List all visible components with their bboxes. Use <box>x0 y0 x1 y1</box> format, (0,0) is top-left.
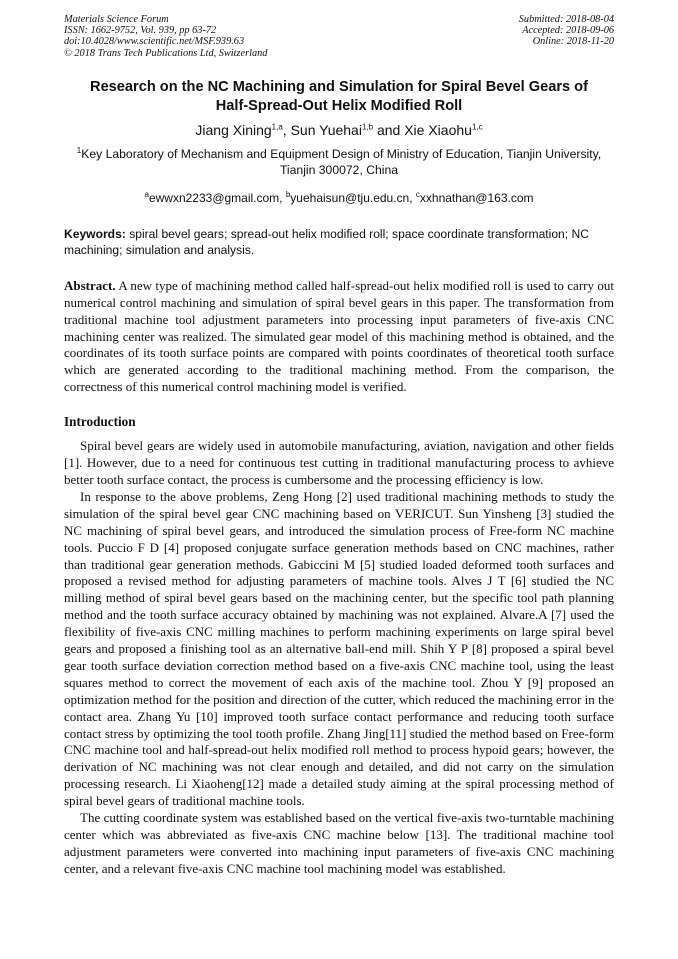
title-line-2: Half-Spread-Out Helix Modified Roll <box>215 97 463 114</box>
author-2: Sun Yuehai <box>290 121 362 138</box>
affiliation <box>64 146 614 178</box>
journal-name: Materials Science Forum <box>64 14 169 25</box>
copyright: © 2018 Trans Tech Publications Ltd, Switzerland <box>64 47 268 59</box>
intro-paragraph-2: In response to the above problems, Zeng Hong [2] used traditional machining methods to study the simulation of the spiral bevel gear CNC machining based on VERICUT. Sun Yinsheng [3] studied the NC machining of spiral bevel gears, and introduced the simulation process of Free-form NC machine tools. Puccio F D [4] proposed conjugate surface generation methods based on CNC machines, rather than traditional gear generation methods. Gabiccini M [5] studied loaded deformed tooth surfaces and proposed a revised method for adjusting parameters of machine tools. Alves J T [6] studied the NC milling method of spiral bevel gears based on the machining center, but the specific tool path planning method and the tooth surface accuracy obtained by machining was not explained. Alvare.A [7] used the flexibility of five-axis CNC milling machines to perform machining experiments on large spiral bevel gears and proposed a finishing tool as an alternative ball-end mill. Shih Y P [8] proposed a spiral bevel gear tooth surface deviation correction method based on a five-axis CNC machine tool, using the least squares method to correct the movement of each axis of the machine tool. Zhou Y [9] proposed an optimization method for the position and direction of the cutter, which reduced the machining error in the contact area. Zhang Yu [10] improved tooth surface contact performance and reducing tooth surface contact stress by optimizing the tool tooth profile. Zhang Jing[11] studied the method based on Free-form CNC machine tool and half-spread-out helix modified roll method to process hypoid gears; however, the derivation of NC machining was not clear enough and detailed, and did not carry on the simulation processing research. Li Xiaoheng[12] made a detailed study aiming at the spiral processing method of spiral bevel gears of traditional machine tools. <box>64 488 614 809</box>
author-1-marker: 1,a <box>271 122 283 132</box>
email-c: xxhnathan@163.com <box>419 190 534 205</box>
abstract-label: Abstract. <box>64 277 116 293</box>
keywords-text: spiral bevel gears; spread-out helix modified roll; space coordinate transformation; NC machining; simulation and analysis. <box>64 226 589 257</box>
affiliation-line-2: Tianjin 300072, China <box>279 162 399 177</box>
author-list: Jiang Xining$^{1,a}$, Sun Yuehai$^{1,b}$ and Xie Xiaohu$^{1,c}$ <box>195 121 483 138</box>
email-a-marker: a <box>144 189 149 199</box>
author-2-marker: 1,b <box>361 122 374 132</box>
header-meta <box>64 14 614 59</box>
intro-paragraph-1: Spiral bevel gears are widely used in automobile manufacturing, aviation, navigation and other fields [1]. However, due to a need for continuous test cutting in traditional manufacturing process to avhieve better tooth surface contact, the process is cumbersome and the processing efficiency is low. <box>64 438 614 487</box>
email-list <box>64 190 614 206</box>
email-a: ewwxn2233@gmail.com, <box>148 190 286 205</box>
email-b-marker: b <box>285 189 291 199</box>
author-3: Xie Xiaohu <box>404 121 472 138</box>
email-b: yuehaisun@tju.edu.cn, <box>290 190 416 205</box>
paper-page <box>64 14 614 878</box>
email-c-marker: c <box>415 189 420 199</box>
intro-paragraph-3: The cutting coordinate system was established based on the vertical five-axis two-turntable machining center which was abbreviated as five-axis CNC machine below [13]. The traditional machine tool adjustment parameters were converted into machining input parameters of five-axis CNC machining center, and a relevant five-axis CNC machine tool machining model was established. <box>64 810 614 876</box>
introduction-heading: Introduction <box>64 414 136 430</box>
publication-info <box>64 14 267 59</box>
accepted-date: Accepted: 2018-09-06 <box>522 25 614 37</box>
abstract-text: A new type of machining method called half-spread-out helix modified roll is used to carry out numerical control machining and simulation of spiral bevel gears in this paper. The transformation from traditional machine tool adjustment parameters into processing input parameters of five-axis CNC machining center was realized. The simulated gear model of this machining method is obtained, and the coordinates of its tooth surface points are compared with points coordinates of theoretical tooth surface which are generated according to the traditional machining method. From the comparison, the correctness of this numerical control machining model is verified. <box>64 277 614 395</box>
affiliation-line-1: Key Laboratory of Mechanism and Equipment Design of Ministry of Education, Tianjin University, <box>81 146 602 161</box>
abstract <box>64 278 614 396</box>
author-1: Jiang Xining <box>195 121 272 138</box>
keywords-label: Keywords: <box>64 226 126 241</box>
author-3-marker: 1,c <box>471 122 483 132</box>
doi: doi:10.4028/www.scientific.net/MSF.939.63 <box>64 36 245 48</box>
keywords <box>64 226 614 258</box>
online-date: Online: 2018-11-20 <box>532 36 614 48</box>
submitted-date: Submitted: 2018-08-04 <box>518 14 614 25</box>
issn: ISSN: 1662-9752, Vol. 939, pp 63-72 <box>64 25 217 37</box>
date-info <box>519 14 614 59</box>
author-conjunction: and <box>373 121 405 138</box>
paper-title <box>64 78 614 116</box>
affiliation-marker: 1 <box>76 145 82 155</box>
title-line-1: Research on the NC Machining and Simulation for Spiral Bevel Gears of <box>90 78 588 95</box>
